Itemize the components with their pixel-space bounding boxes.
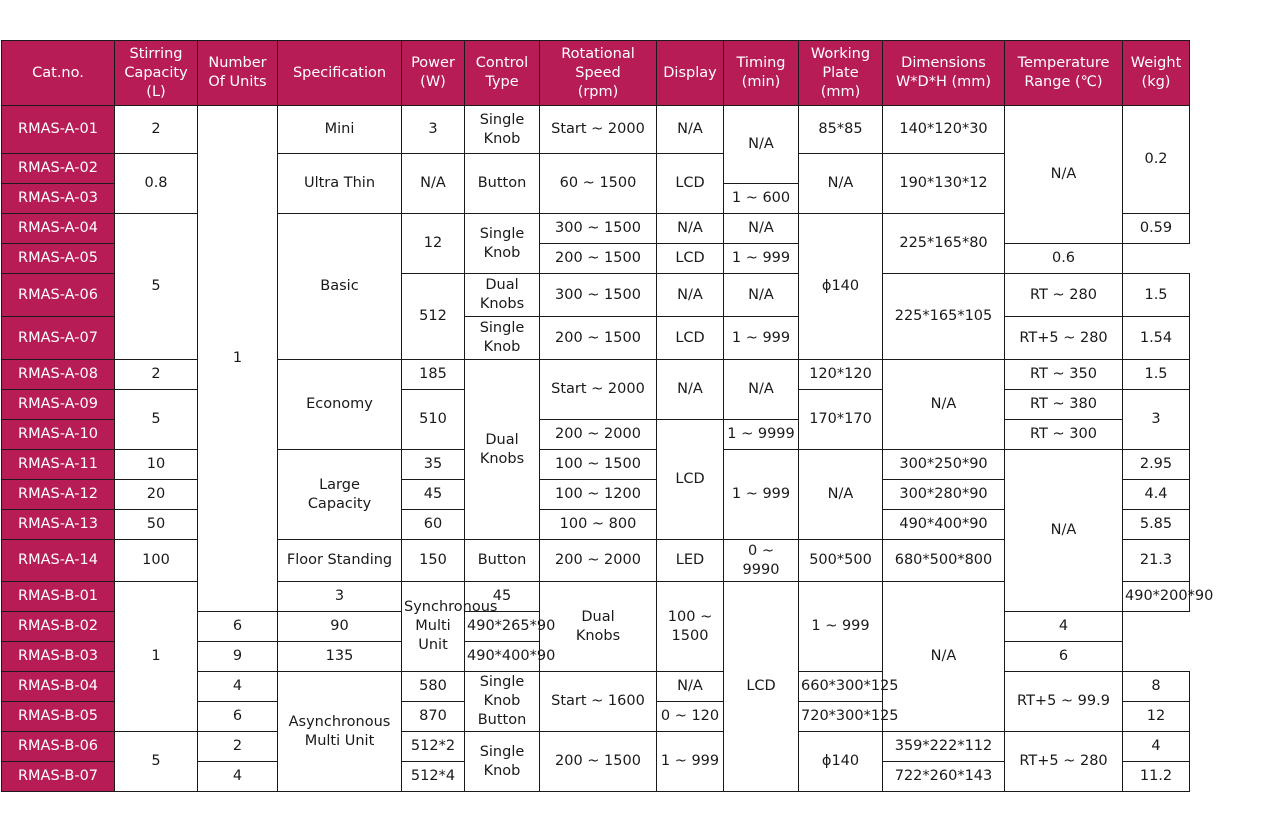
table-cell: 1.5: [1123, 360, 1190, 390]
table-cell: 0 ~ 120: [657, 702, 724, 732]
table-cell: 6: [1005, 642, 1123, 672]
table-cell: 11.2: [1123, 762, 1190, 792]
header-power: Power (W): [402, 41, 465, 106]
table-cell: 90: [278, 612, 402, 642]
cat-no-cell: RMAS-B-01: [2, 582, 115, 612]
header-weight: Weight (kg): [1123, 41, 1190, 106]
table-row: [2, 732, 1190, 762]
table-cell: 0 ~ 9990: [724, 540, 799, 582]
table-cell: 45: [465, 582, 540, 612]
table-cell: Floor Standing: [278, 540, 402, 582]
table-cell: Start ~ 1600: [540, 672, 657, 732]
table-cell: 170*170: [799, 390, 883, 450]
table-cell: 9: [198, 642, 278, 672]
table-cell: N/A: [402, 154, 465, 214]
table-row: [2, 360, 1190, 390]
table-cell: 225*165*105: [883, 274, 1005, 360]
table-cell: RT ~ 380: [1005, 390, 1123, 420]
table-cell: Single Knob: [465, 732, 540, 792]
cat-no-cell: RMAS-A-11: [2, 450, 115, 480]
table-cell: 359*222*112: [883, 732, 1005, 762]
table-cell: 60 ~ 1500: [540, 154, 657, 214]
table-cell: 35: [402, 450, 465, 480]
table-cell: ϕ140: [799, 732, 883, 792]
table-cell: 2: [115, 360, 198, 390]
table-cell: 1: [115, 582, 198, 732]
table-cell: 200 ~ 2000: [540, 420, 657, 450]
table-cell: Ultra Thin: [278, 154, 402, 214]
table-cell: 300 ~ 1500: [540, 274, 657, 317]
table-cell: 12: [402, 214, 465, 274]
table-cell: 1 ~ 999: [657, 732, 724, 792]
table-cell: N/A: [724, 214, 799, 244]
cat-no-cell: RMAS-A-05: [2, 244, 115, 274]
table-cell: 200 ~ 2000: [540, 540, 657, 582]
table-cell: Single Knob: [465, 317, 540, 360]
cat-no-cell: RMAS-A-13: [2, 510, 115, 540]
table-cell: 8: [1123, 672, 1190, 702]
table-cell: 20: [115, 480, 198, 510]
table-cell: 5: [115, 214, 198, 360]
header-working-plate: Working Plate (mm): [799, 41, 883, 106]
table-cell: 1 ~ 600: [724, 184, 799, 214]
table-cell: RT+5 ~ 280: [1005, 317, 1123, 360]
table-cell: Single Knob: [465, 214, 540, 274]
table-cell: LED: [657, 540, 724, 582]
table-cell: 150: [402, 540, 465, 582]
table-cell: 1 ~ 999: [799, 582, 883, 672]
header-control-type: Control Type: [465, 41, 540, 106]
table-cell: 490*400*90: [465, 642, 540, 672]
table-cell: 100 ~ 1500: [540, 450, 657, 480]
table-cell: RT ~ 350: [1005, 360, 1123, 390]
table-cell: N/A: [724, 360, 799, 420]
table-body: [2, 106, 1214, 792]
header-rotational-speed: Rotational Speed (rpm): [540, 41, 657, 106]
table-cell: Start ~ 2000: [540, 106, 657, 154]
table-cell: N/A: [883, 582, 1005, 732]
table-cell: N/A: [799, 154, 883, 214]
table-cell: 0.2: [1123, 106, 1190, 214]
header-row: [2, 41, 1190, 106]
table-cell: RT+5 ~ 99.9: [1005, 672, 1123, 732]
cat-no-cell: RMAS-A-01: [2, 106, 115, 154]
table-cell: N/A: [657, 672, 724, 702]
cat-no-cell: RMAS-B-05: [2, 702, 115, 732]
table-cell: 4: [198, 672, 278, 702]
cat-no-cell: RMAS-A-10: [2, 420, 115, 450]
cat-no-cell: RMAS-B-07: [2, 762, 115, 792]
table-cell: 300 ~ 1500: [540, 214, 657, 244]
table-cell: 1 ~ 999: [724, 317, 799, 360]
table-cell: 5.85: [1123, 510, 1190, 540]
table-cell: 100 ~ 1200: [540, 480, 657, 510]
header-dimensions: Dimensions W*D*H (mm): [883, 41, 1005, 106]
table-cell: N/A: [883, 360, 1005, 450]
table-cell: 21.3: [1123, 540, 1190, 582]
cat-no-cell: RMAS-A-03: [2, 184, 115, 214]
table-cell: RT+5 ~ 280: [1005, 732, 1123, 792]
table-cell: 4: [198, 762, 278, 792]
table-cell: 300*250*90: [883, 450, 1005, 480]
table-cell: LCD: [657, 244, 724, 274]
table-row: [2, 450, 1190, 480]
table-cell: N/A: [657, 274, 724, 317]
table-cell: RT ~ 280: [1005, 274, 1123, 317]
table-cell: Large Capacity: [278, 450, 402, 540]
table-cell: N/A: [799, 450, 883, 540]
table-row: [2, 106, 1190, 154]
table-cell: Mini: [278, 106, 402, 154]
table-cell: 680*500*800: [883, 540, 1005, 582]
table-cell: N/A: [1005, 450, 1123, 612]
table-cell: 2.95: [1123, 450, 1190, 480]
cat-no-cell: RMAS-A-08: [2, 360, 115, 390]
table-cell: 500*500: [799, 540, 883, 582]
table-cell: 2: [115, 106, 198, 154]
table-cell: 2: [198, 732, 278, 762]
table-cell: Basic: [278, 214, 402, 360]
table-cell: 120*120: [799, 360, 883, 390]
table-cell: LCD: [724, 582, 799, 792]
table-cell: N/A: [657, 214, 724, 244]
table-cell: ϕ140: [799, 214, 883, 360]
table-cell: LCD: [657, 154, 724, 214]
table-cell: 10: [115, 450, 198, 480]
table-cell: 490*265*90: [465, 612, 540, 642]
table-cell: 1.54: [1123, 317, 1190, 360]
table-cell: 100 ~ 1500: [657, 582, 724, 672]
table-cell: Single Knob Button: [465, 672, 540, 732]
table-cell: 3: [402, 106, 465, 154]
cat-no-cell: RMAS-A-07: [2, 317, 115, 360]
table-cell: 100 ~ 800: [540, 510, 657, 540]
table-cell: 510: [402, 390, 465, 450]
header-display: Display: [657, 41, 724, 106]
table-cell: 140*120*30: [883, 106, 1005, 154]
table-cell: Dual Knobs: [465, 360, 540, 540]
table-cell: 190*130*12: [883, 154, 1005, 214]
table-cell: 4.4: [1123, 480, 1190, 510]
table-cell: Dual Knobs: [465, 274, 540, 317]
table-cell: 5: [115, 390, 198, 450]
table-header: [2, 41, 1190, 106]
cat-no-cell: RMAS-A-06: [2, 274, 115, 317]
table-cell: 3: [278, 582, 402, 612]
table-cell: 135: [278, 642, 402, 672]
table-cell: Asynchronous Multi Unit: [278, 672, 402, 792]
cat-no-cell: RMAS-B-04: [2, 672, 115, 702]
cat-no-cell: RMAS-A-04: [2, 214, 115, 244]
header-specification: Specification: [278, 41, 402, 106]
cat-no-cell: RMAS-B-03: [2, 642, 115, 672]
table-cell: 722*260*143: [883, 762, 1005, 792]
cat-no-cell: RMAS-A-09: [2, 390, 115, 420]
table-cell: Dual Knobs: [540, 582, 657, 672]
table-cell: 12: [1123, 702, 1190, 732]
table-cell: 200 ~ 1500: [540, 244, 657, 274]
table-cell: 185: [402, 360, 465, 390]
table-cell: RT ~ 300: [1005, 420, 1123, 450]
table-cell: 1 ~ 999: [724, 244, 799, 274]
cat-no-cell: RMAS-A-14: [2, 540, 115, 582]
spec-table: [1, 40, 1214, 792]
table-cell: N/A: [724, 106, 799, 184]
table-cell: N/A: [1005, 106, 1123, 244]
table-cell: 512*4: [402, 762, 465, 792]
table-cell: 85*85: [799, 106, 883, 154]
table-cell: Button: [465, 540, 540, 582]
table-cell: 6: [198, 612, 278, 642]
table-cell: 0.59: [1123, 214, 1190, 244]
table-cell: 1.5: [1123, 274, 1190, 317]
table-cell: 5: [115, 732, 198, 792]
table-cell: 300*280*90: [883, 480, 1005, 510]
table-cell: 200 ~ 1500: [540, 732, 657, 792]
table-cell: 60: [402, 510, 465, 540]
table-cell: N/A: [657, 360, 724, 420]
header-timing: Timing (min): [724, 41, 799, 106]
table-cell: 0.6: [1005, 244, 1123, 274]
table-cell: 720*300*125: [799, 702, 883, 732]
table-cell: 490*400*90: [883, 510, 1005, 540]
header-temperature-range: Temperature Range (℃): [1005, 41, 1123, 106]
table-cell: 100: [115, 540, 198, 582]
cat-no-cell: RMAS-B-06: [2, 732, 115, 762]
table-cell: 870: [402, 702, 465, 732]
table-cell: 225*165*80: [883, 214, 1005, 274]
header-stirring-capacity: Stirring Capacity (L): [115, 41, 198, 106]
table-cell: Economy: [278, 360, 402, 450]
table-cell: 4: [1005, 612, 1123, 642]
table-cell: 1 ~ 9999: [724, 420, 799, 450]
table-cell: 490*200*90: [1123, 582, 1190, 612]
table-cell: 512: [402, 274, 465, 360]
table-cell: 50: [115, 510, 198, 540]
table-cell: 660*300*125: [799, 672, 883, 702]
table-cell: 1: [198, 106, 278, 612]
table-cell: N/A: [657, 106, 724, 154]
table-cell: Start ~ 2000: [540, 360, 657, 420]
header-cat-no: Cat.no.: [2, 41, 115, 106]
cat-no-cell: RMAS-A-12: [2, 480, 115, 510]
table-cell: Button: [465, 154, 540, 214]
table-cell: LCD: [657, 420, 724, 540]
table-cell: 45: [402, 480, 465, 510]
cat-no-cell: RMAS-A-02: [2, 154, 115, 184]
table-cell: 580: [402, 672, 465, 702]
table-cell: Single Knob: [465, 106, 540, 154]
table-cell: Synchronous Multi Unit: [402, 582, 465, 672]
table-cell: 1 ~ 999: [724, 450, 799, 540]
table-cell: 0.8: [115, 154, 198, 214]
table-cell: 3: [1123, 390, 1190, 450]
table-cell: 6: [198, 702, 278, 732]
header-number-of-units: Number Of Units: [198, 41, 278, 106]
table-cell: LCD: [657, 317, 724, 360]
cat-no-cell: RMAS-B-02: [2, 612, 115, 642]
table-cell: 200 ~ 1500: [540, 317, 657, 360]
table-cell: N/A: [724, 274, 799, 317]
table-cell: 4: [1123, 732, 1190, 762]
table-cell: 512*2: [402, 732, 465, 762]
